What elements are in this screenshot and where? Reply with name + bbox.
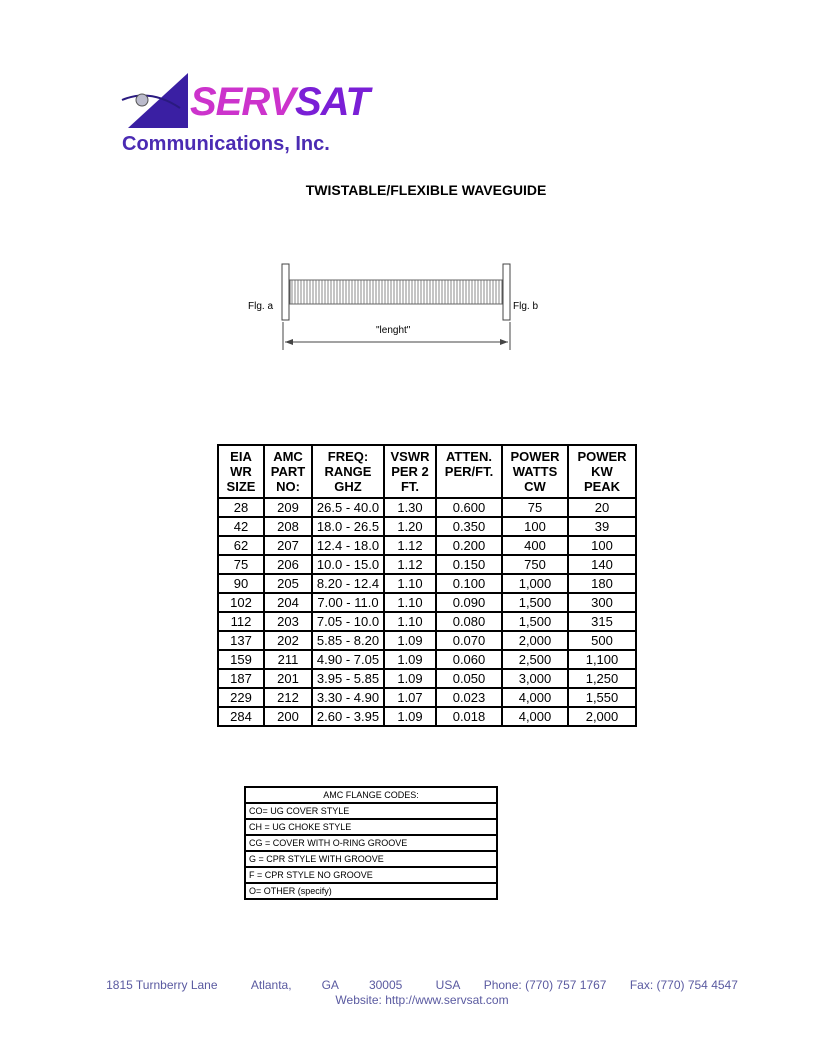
cell-power-cw: 1,500 [502, 612, 568, 631]
cell-eia-size: 42 [218, 517, 264, 536]
company-logo [120, 70, 380, 165]
cell-eia-size: 284 [218, 707, 264, 726]
cell-freq-range: 3.95 - 5.85 [312, 669, 384, 688]
satellite-dish-icon [120, 70, 200, 135]
cell-freq-range: 7.00 - 11.0 [312, 593, 384, 612]
cell-vswr: 1.30 [384, 498, 436, 517]
cell-atten: 0.350 [436, 517, 502, 536]
cell-power-cw: 4,000 [502, 688, 568, 707]
cell-power-cw: 1,000 [502, 574, 568, 593]
cell-atten: 0.023 [436, 688, 502, 707]
flange-code-ch: CH = UG CHOKE STYLE [245, 819, 497, 835]
flange-code-row [245, 835, 497, 851]
cell-power-cw: 750 [502, 555, 568, 574]
cell-atten: 0.150 [436, 555, 502, 574]
col-header-eia: EIA WR SIZE [218, 445, 264, 498]
cell-atten: 0.090 [436, 593, 502, 612]
flange-code-f: F = CPR STYLE NO GROOVE [245, 867, 497, 883]
cell-power-peak: 300 [568, 593, 636, 612]
cell-eia-size: 90 [218, 574, 264, 593]
cell-freq-range: 4.90 - 7.05 [312, 650, 384, 669]
footer-phone: Phone: (770) 757 1767 [483, 978, 607, 992]
cell-eia-size: 159 [218, 650, 264, 669]
cell-eia-size: 102 [218, 593, 264, 612]
footer-street: 1815 Turnberry Lane [106, 978, 218, 992]
cell-power-peak: 180 [568, 574, 636, 593]
page-title: TWISTABLE/FLEXIBLE WAVEGUIDE [305, 182, 547, 198]
length-label: "lenght" [376, 325, 411, 336]
cell-power-cw: 100 [502, 517, 568, 536]
cell-atten: 0.080 [436, 612, 502, 631]
flange-code-row [245, 867, 497, 883]
cell-amc-part: 200 [264, 707, 312, 726]
table-body [218, 498, 636, 726]
cell-power-peak: 140 [568, 555, 636, 574]
cell-vswr: 1.12 [384, 555, 436, 574]
cell-amc-part: 203 [264, 612, 312, 631]
cell-vswr: 1.20 [384, 517, 436, 536]
cell-power-peak: 1,250 [568, 669, 636, 688]
cell-vswr: 1.09 [384, 650, 436, 669]
cell-freq-range: 2.60 - 3.95 [312, 707, 384, 726]
cell-vswr: 1.10 [384, 593, 436, 612]
footer-address-line [0, 978, 816, 993]
table-row [218, 631, 636, 650]
cell-amc-part: 202 [264, 631, 312, 650]
footer-website[interactable]: Website: http://www.servsat.com [335, 993, 509, 1007]
table-row [218, 555, 636, 574]
cell-amc-part: 209 [264, 498, 312, 517]
cell-eia-size: 62 [218, 536, 264, 555]
cell-power-peak: 1,550 [568, 688, 636, 707]
table-header-row [218, 445, 636, 498]
brand-wordmark [190, 82, 369, 122]
cell-atten: 0.600 [436, 498, 502, 517]
cell-power-cw: 2,500 [502, 650, 568, 669]
flange-code-row [245, 803, 497, 819]
table-row [218, 688, 636, 707]
cell-vswr: 1.09 [384, 669, 436, 688]
cell-eia-size: 75 [218, 555, 264, 574]
brand-part1: SERV [190, 80, 295, 124]
flange-code-o: O= OTHER (specify) [245, 883, 497, 899]
cell-power-peak: 500 [568, 631, 636, 650]
cell-amc-part: 201 [264, 669, 312, 688]
flange-code-row [245, 883, 497, 899]
table-row [218, 574, 636, 593]
flange-a-label: Flg. a [248, 301, 274, 312]
cell-vswr: 1.09 [384, 631, 436, 650]
flange-b-label: Flg. b [513, 301, 539, 312]
col-header-atten: ATTEN. PER/FT. [436, 445, 502, 498]
cell-power-peak: 315 [568, 612, 636, 631]
table-row [218, 650, 636, 669]
col-header-freq: FREQ: RANGE GHZ [312, 445, 384, 498]
col-header-power-peak: POWER KW PEAK [568, 445, 636, 498]
table-row [218, 536, 636, 555]
cell-power-cw: 400 [502, 536, 568, 555]
flange-code-g: G = CPR STYLE WITH GROOVE [245, 851, 497, 867]
cell-vswr: 1.12 [384, 536, 436, 555]
company-name: Communications, Inc. [122, 133, 330, 155]
table-row [218, 669, 636, 688]
flange-codes-table [244, 786, 498, 900]
waveguide-drawing [240, 258, 560, 358]
cell-freq-range: 26.5 - 40.0 [312, 498, 384, 517]
cell-eia-size: 187 [218, 669, 264, 688]
col-header-vswr: VSWR PER 2 FT. [384, 445, 436, 498]
flange-code-row [245, 819, 497, 835]
cell-power-cw: 75 [502, 498, 568, 517]
col-header-power-cw: POWER WATTS CW [502, 445, 568, 498]
cell-vswr: 1.07 [384, 688, 436, 707]
cell-atten: 0.100 [436, 574, 502, 593]
cell-atten: 0.200 [436, 536, 502, 555]
cell-power-peak: 20 [568, 498, 636, 517]
brand-part2: SAT [294, 80, 369, 124]
cell-power-peak: 39 [568, 517, 636, 536]
footer-city: Atlanta, GA 30005 [250, 978, 403, 992]
cell-freq-range: 5.85 - 8.20 [312, 631, 384, 650]
cell-power-cw: 3,000 [502, 669, 568, 688]
flange-code-row [245, 851, 497, 867]
cell-power-cw: 4,000 [502, 707, 568, 726]
cell-power-peak: 2,000 [568, 707, 636, 726]
cell-vswr: 1.10 [384, 574, 436, 593]
page-footer [0, 978, 816, 1008]
cell-freq-range: 10.0 - 15.0 [312, 555, 384, 574]
cell-power-cw: 1,500 [502, 593, 568, 612]
cell-atten: 0.060 [436, 650, 502, 669]
col-header-amc: AMC PART NO: [264, 445, 312, 498]
cell-eia-size: 28 [218, 498, 264, 517]
cell-amc-part: 204 [264, 593, 312, 612]
cell-freq-range: 12.4 - 18.0 [312, 536, 384, 555]
table-row [218, 517, 636, 536]
cell-freq-range: 18.0 - 26.5 [312, 517, 384, 536]
cell-vswr: 1.09 [384, 707, 436, 726]
flange-codes-header: AMC FLANGE CODES: [245, 787, 497, 803]
cell-atten: 0.070 [436, 631, 502, 650]
flange-code-co: CO= UG COVER STYLE [245, 803, 497, 819]
cell-amc-part: 212 [264, 688, 312, 707]
cell-amc-part: 211 [264, 650, 312, 669]
cell-vswr: 1.10 [384, 612, 436, 631]
footer-fax: Fax: (770) 754 4547 [629, 978, 738, 992]
cell-amc-part: 208 [264, 517, 312, 536]
table-row [218, 498, 636, 517]
cell-eia-size: 229 [218, 688, 264, 707]
cell-power-peak: 1,100 [568, 650, 636, 669]
table-row [218, 593, 636, 612]
waveguide-diagram [240, 258, 560, 358]
table-row [218, 612, 636, 631]
footer-country: USA [435, 978, 461, 992]
cell-freq-range: 7.05 - 10.0 [312, 612, 384, 631]
cell-eia-size: 137 [218, 631, 264, 650]
flange-codes-header-row [245, 787, 497, 803]
flange-code-cg: CG = COVER WITH O-RING GROOVE [245, 835, 497, 851]
cell-amc-part: 205 [264, 574, 312, 593]
cell-atten: 0.018 [436, 707, 502, 726]
waveguide-spec-table [217, 444, 637, 727]
cell-power-cw: 2,000 [502, 631, 568, 650]
cell-amc-part: 206 [264, 555, 312, 574]
table-row [218, 707, 636, 726]
cell-amc-part: 207 [264, 536, 312, 555]
cell-freq-range: 3.30 - 4.90 [312, 688, 384, 707]
cell-freq-range: 8.20 - 12.4 [312, 574, 384, 593]
cell-eia-size: 112 [218, 612, 264, 631]
cell-atten: 0.050 [436, 669, 502, 688]
cell-power-peak: 100 [568, 536, 636, 555]
